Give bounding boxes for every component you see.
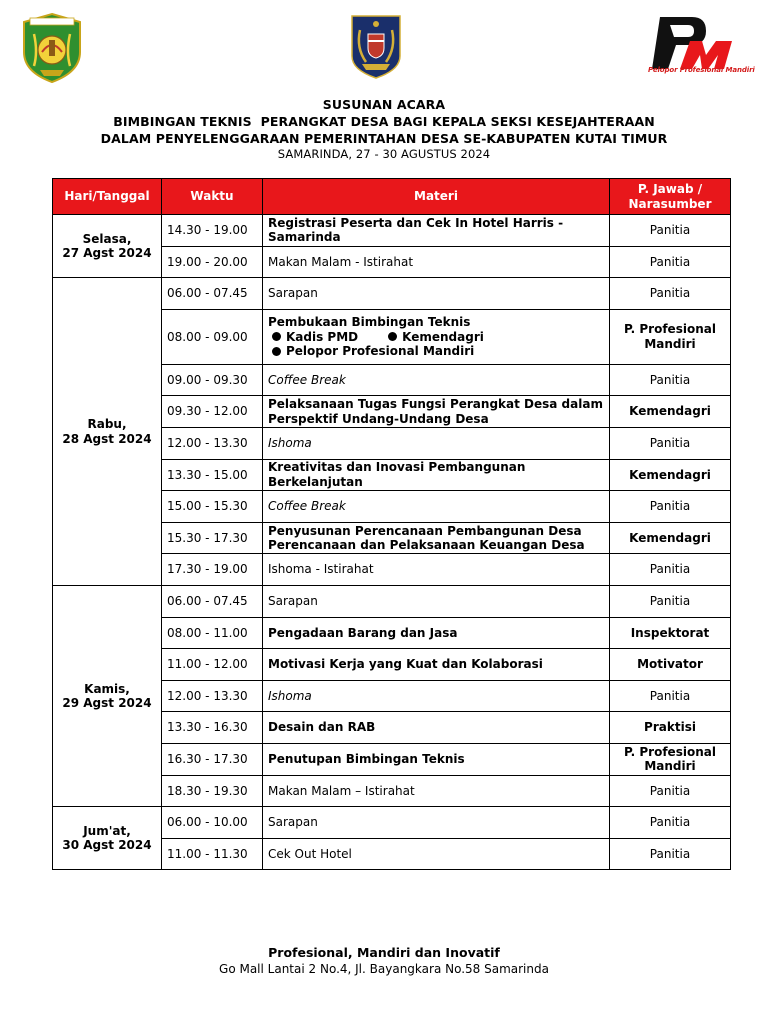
materi-cell: Sarapan	[263, 585, 610, 617]
header-time: Waktu	[162, 179, 263, 215]
event-title-line-1: BIMBINGAN TEKNIS PERANGKAT DESA BAGI KEPALA SEKSI KESEJAHTERAAN	[113, 114, 655, 129]
kutai-timur-emblem-icon	[20, 12, 84, 84]
table-row	[53, 807, 731, 839]
document-header	[0, 96, 768, 162]
pj-cell: Panitia	[610, 246, 731, 278]
pj-cell: Praktisi	[610, 712, 731, 744]
pj-cell: Panitia	[610, 427, 731, 459]
materi-cell: Sarapan	[263, 278, 610, 310]
day-date: 28 Agst 2024	[62, 431, 152, 446]
table-row	[53, 278, 731, 310]
time-cell: 06.00 - 07.45	[162, 585, 263, 617]
time-cell: 11.00 - 12.00	[162, 649, 263, 681]
materi-cell: Sarapan	[263, 807, 610, 839]
pj-cell: Panitia	[610, 585, 731, 617]
pj-cell: Panitia	[610, 680, 731, 712]
header-materi: Materi	[263, 179, 610, 215]
pj-cell: Motivator	[610, 649, 731, 681]
day-name: Rabu,	[87, 417, 127, 432]
time-cell: 12.00 - 13.30	[162, 680, 263, 712]
time-cell: 09.00 - 09.30	[162, 364, 263, 396]
day-cell-selasa	[53, 215, 162, 278]
materi-cell: Coffee Break	[263, 364, 610, 396]
bullet-item: Kadis PMD	[286, 329, 359, 344]
day-cell-rabu	[53, 278, 162, 586]
table-row	[53, 215, 731, 247]
bullet-icon	[272, 347, 281, 356]
time-cell: 09.30 - 12.00	[162, 396, 263, 428]
bullet-item: Pelopor Profesional Mandiri	[286, 344, 475, 359]
footer-address: Go Mall Lantai 2 No.4, Jl. Bayangkara No.58 Samarinda	[219, 962, 549, 976]
day-date: 27 Agst 2024	[62, 246, 152, 261]
day-date: 30 Agst 2024	[62, 838, 152, 853]
pj-cell: P. Profesional Mandiri	[610, 309, 731, 364]
bullet-icon	[388, 332, 397, 341]
materi-text: Pembukaan Bimbingan Teknis	[268, 315, 471, 330]
materi-cell: Pelaksanaan Tugas Fungsi Perangkat Desa dalam Perspektif Undang-Undang Desa	[263, 396, 610, 428]
time-cell: 17.30 - 19.00	[162, 554, 263, 586]
time-cell: 08.00 - 11.00	[162, 617, 263, 649]
pj-cell: Panitia	[610, 554, 731, 586]
event-place-date: SAMARINDA, 27 - 30 AGUSTUS 2024	[277, 147, 491, 161]
day-name: Jum'at,	[83, 823, 131, 838]
materi-cell	[263, 309, 610, 364]
bullet-icon	[272, 332, 281, 341]
pj-cell: Panitia	[610, 278, 731, 310]
materi-cell: Penyusunan Perencanaan Pembangunan Desa Perencanaan dan Pelaksanaan Keuangan Desa	[263, 522, 610, 554]
footer-tagline: Profesional, Mandiri dan Inovatif	[268, 945, 500, 960]
materi-cell: Motivasi Kerja yang Kuat dan Kolaborasi	[263, 649, 610, 681]
day-cell-kamis	[53, 585, 162, 806]
table-header-row	[53, 179, 731, 215]
materi-cell: Penutupan Bimbingan Teknis	[263, 743, 610, 775]
pj-cell: Panitia	[610, 364, 731, 396]
materi-cell: Cek Out Hotel	[263, 838, 610, 870]
time-cell: 06.00 - 07.45	[162, 278, 263, 310]
pj-cell: Panitia	[610, 491, 731, 523]
time-cell: 12.00 - 13.30	[162, 427, 263, 459]
day-cell-jumat	[53, 807, 162, 870]
time-cell: 06.00 - 10.00	[162, 807, 263, 839]
bullet-line	[268, 330, 604, 345]
materi-cell: Makan Malam - Istirahat	[263, 246, 610, 278]
time-cell: 19.00 - 20.00	[162, 246, 263, 278]
document-title: SUSUNAN ACARA	[322, 97, 446, 112]
bullet-line	[268, 344, 604, 359]
day-name: Kamis,	[84, 681, 130, 696]
time-cell: 15.30 - 17.30	[162, 522, 263, 554]
materi-cell: Pengadaan Barang dan Jasa	[263, 617, 610, 649]
pj-cell: P. Profesional Mandiri	[610, 743, 731, 775]
pj-cell: Panitia	[610, 215, 731, 247]
pj-cell: Panitia	[610, 838, 731, 870]
time-cell: 15.00 - 15.30	[162, 491, 263, 523]
bullet-item: Kemendagri	[402, 329, 484, 344]
time-cell: 08.00 - 09.00	[162, 309, 263, 364]
event-title-line-2: DALAM PENYELENGGARAAN PEMERINTAHAN DESA SE-KABUPATEN KUTAI TIMUR	[100, 131, 668, 146]
materi-cell: Ishoma	[263, 427, 610, 459]
pj-cell: Panitia	[610, 807, 731, 839]
header-pj: P. Jawab / Narasumber	[610, 179, 731, 215]
day-name: Selasa,	[82, 231, 132, 246]
pj-cell: Kemendagri	[610, 459, 731, 491]
pj-cell: Kemendagri	[610, 396, 731, 428]
header-day: Hari/Tanggal	[53, 179, 162, 215]
time-cell: 16.30 - 17.30	[162, 743, 263, 775]
kemendagri-emblem-icon	[346, 12, 406, 80]
materi-cell: Ishoma	[263, 680, 610, 712]
materi-cell: Desain dan RAB	[263, 712, 610, 744]
pj-cell: Kemendagri	[610, 522, 731, 554]
day-date: 29 Agst 2024	[62, 696, 152, 711]
pj-cell: Inspektorat	[610, 617, 731, 649]
materi-cell: Ishoma - Istirahat	[263, 554, 610, 586]
logo-caption: Pelopor Profesional Mandiri	[648, 66, 755, 74]
time-cell: 13.30 - 15.00	[162, 459, 263, 491]
time-cell: 18.30 - 19.30	[162, 775, 263, 807]
materi-cell: Kreativitas dan Inovasi Pembangunan Berkelanjutan	[263, 459, 610, 491]
materi-cell: Coffee Break	[263, 491, 610, 523]
time-cell: 14.30 - 19.00	[162, 215, 263, 247]
time-cell: 11.00 - 11.30	[162, 838, 263, 870]
table-row	[53, 585, 731, 617]
pj-cell: Panitia	[610, 775, 731, 807]
materi-cell: Registrasi Peserta dan Cek In Hotel Harris - Samarinda	[263, 215, 610, 247]
schedule-table	[52, 178, 731, 870]
time-cell: 13.30 - 16.30	[162, 712, 263, 744]
document-footer	[0, 944, 768, 977]
materi-cell: Makan Malam – Istirahat	[263, 775, 610, 807]
